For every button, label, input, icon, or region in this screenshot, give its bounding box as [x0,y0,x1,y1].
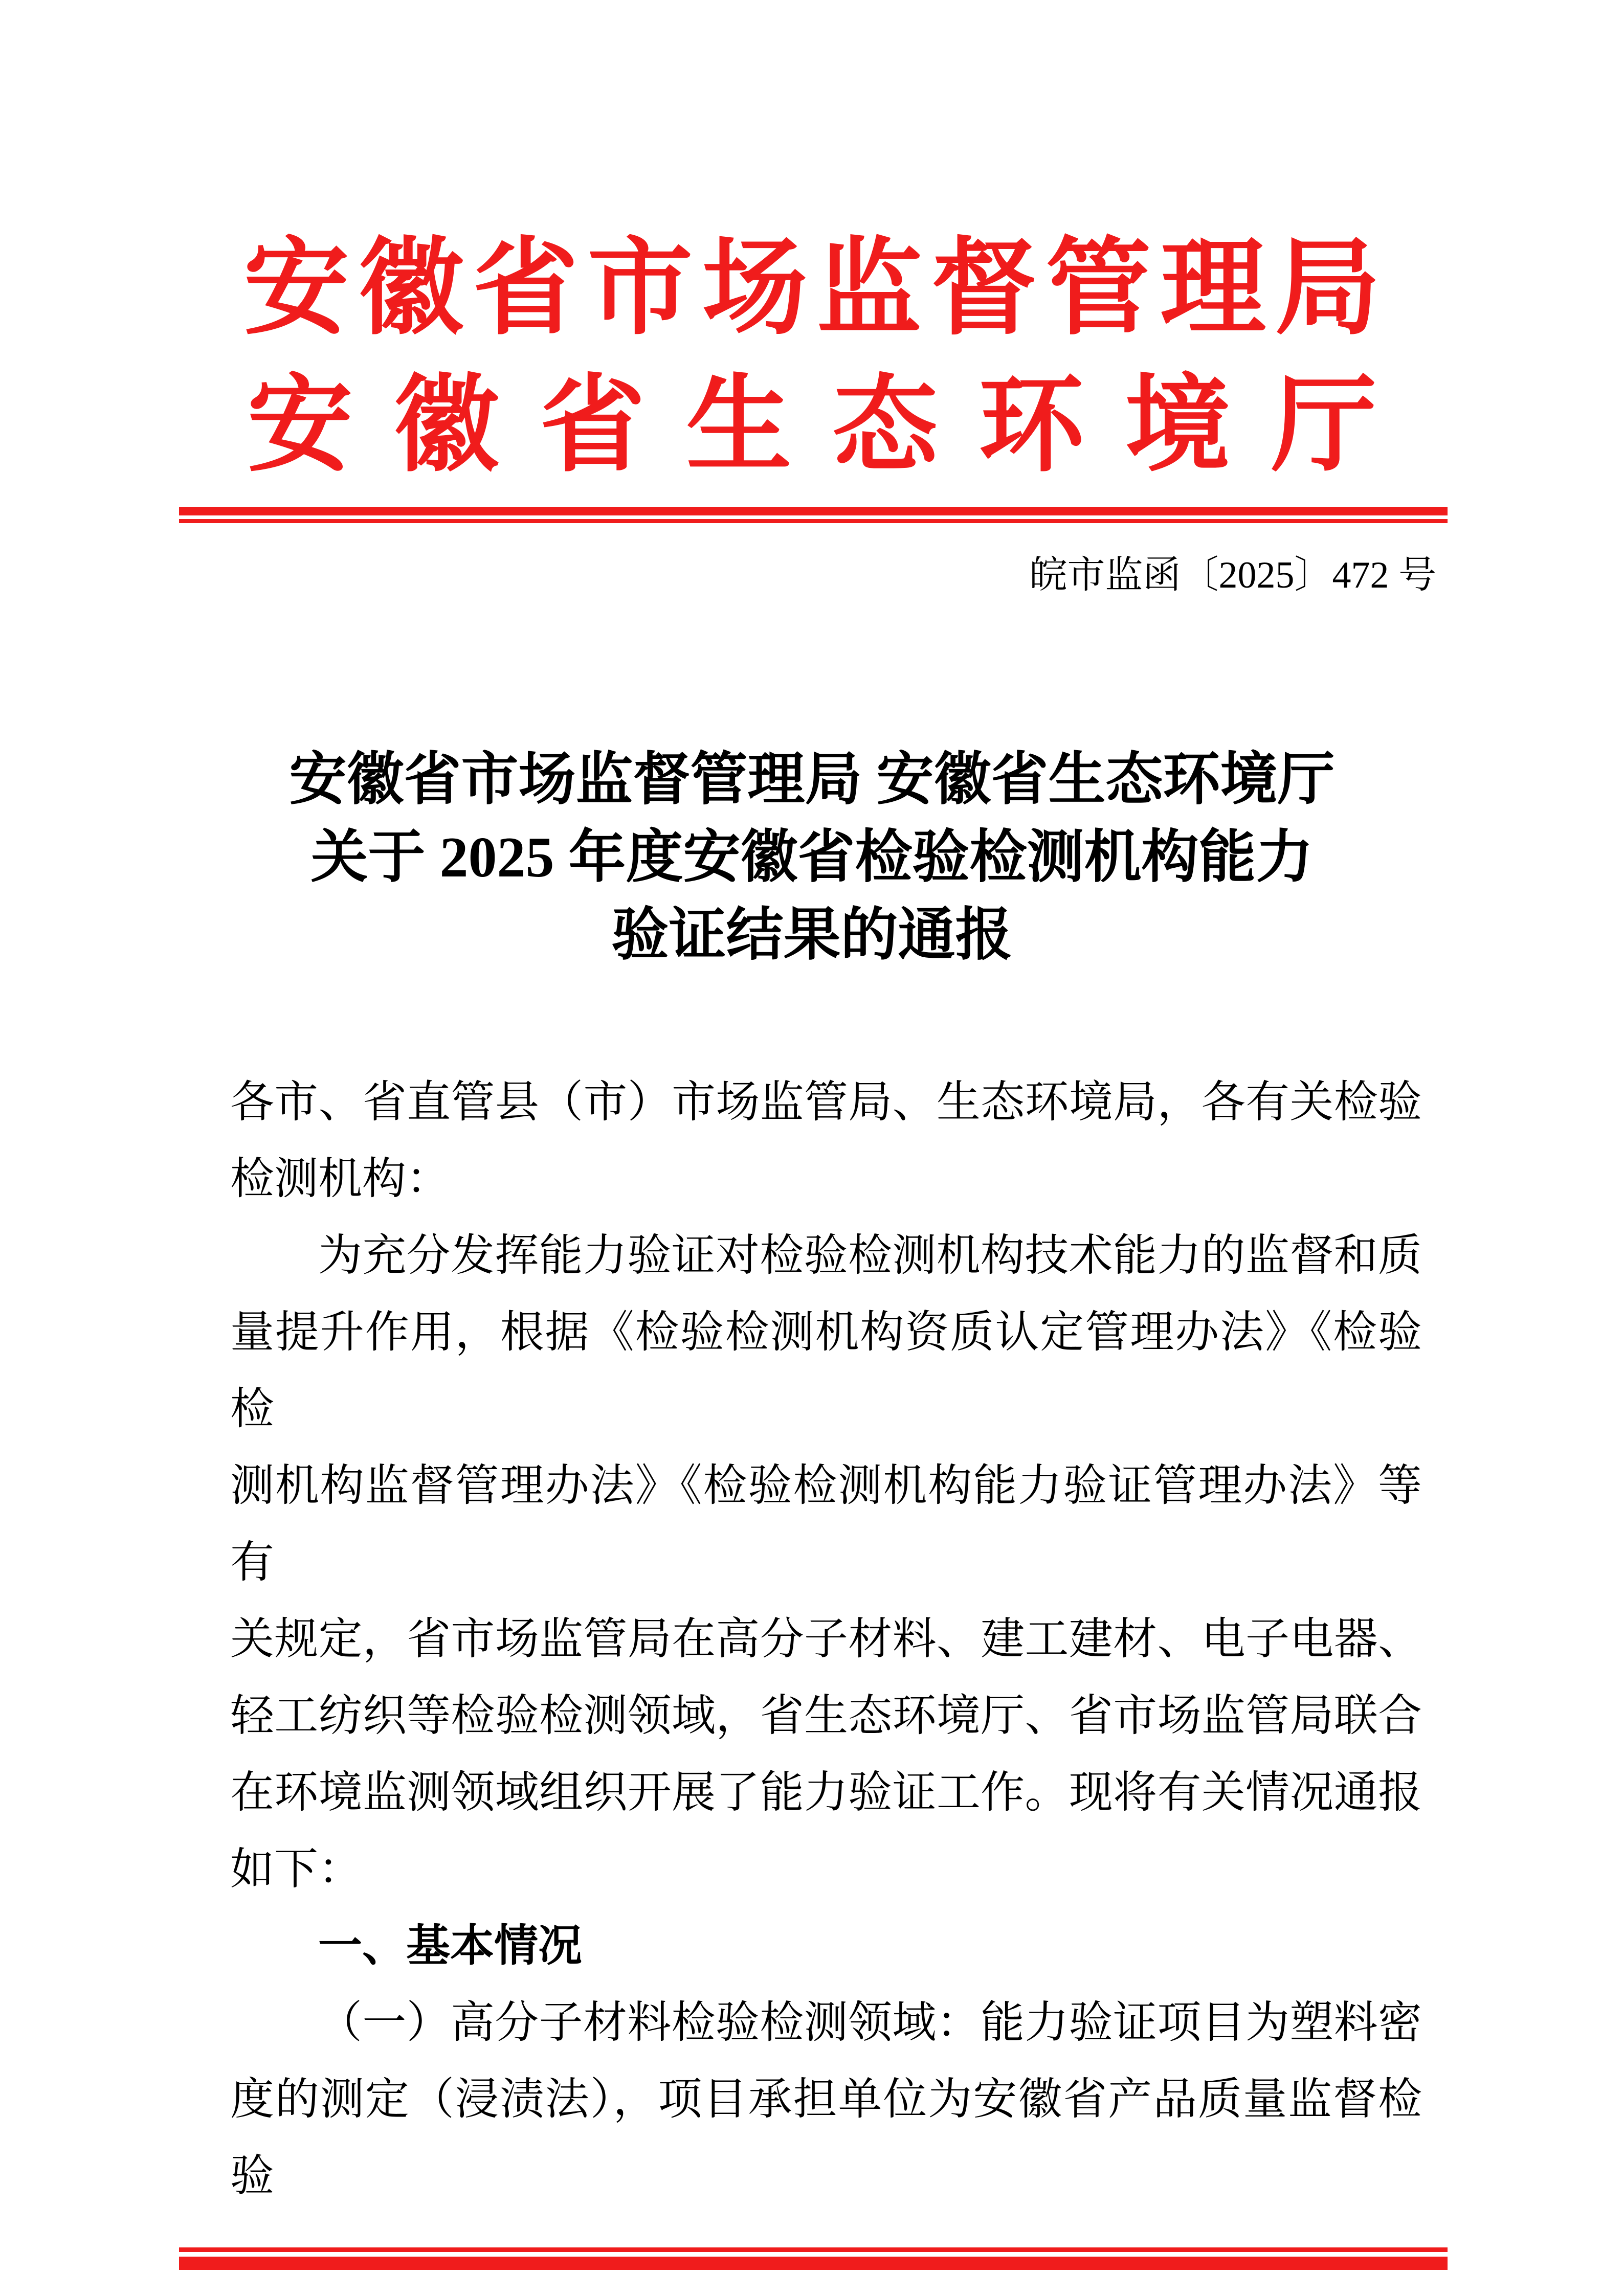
document-title [0,741,1624,974]
body-text [230,1064,1422,2214]
top-separator-thick-rule [179,507,1448,515]
body-line: 量提升作用，根据《检验检测机构资质认定管理办法》《检验检 [230,1308,1422,1433]
body-line: 在环境监测领域组织开展了能力验证工作。现将有关情况通报 [230,1768,1422,1817]
body-line: 轻工纺织等检验检测领域，省生态环境厅、省市场监管局联合 [230,1691,1422,1740]
top-separator-thin-rule [179,519,1448,523]
top-separator [179,507,1448,523]
letterhead-org-line2: 安徽省生态环境厅 [247,367,1418,484]
document-title-line1: 安徽省市场监督管理局 安徽省生态环境厅 [289,748,1335,812]
body-line: 度的测定（浸渍法），项目承担单位为安徽省产品质量监督检验 [230,2075,1422,2200]
letterhead [0,0,1624,493]
bottom-separator [179,2247,1448,2270]
body-line: （一）高分子材料检验检测领域：能力验证项目为塑料密 [318,1998,1422,2047]
document-title-line2: 关于 2025 年度安徽省检验检测机构能力 [310,826,1314,889]
document-number: 皖市监函〔2025〕472 号 [1029,554,1436,596]
section-heading: 一、基本情况 [318,1921,582,1970]
body-line: 为充分发挥能力验证对检验检测机构技术能力的监督和质 [318,1231,1422,1280]
document-title-line3: 验证结果的通报 [611,904,1013,967]
body-line: 关规定，省市场监管局在高分子材料、建工建材、电子电器、 [230,1614,1422,1663]
bottom-separator-thick-rule [179,2257,1448,2270]
body-line: 测机构监督管理办法》《检验检测机构能力验证管理办法》等有 [230,1461,1422,1587]
body-line: 如下： [230,1844,362,1894]
body-line: 检测机构： [230,1154,450,1203]
bottom-separator-thin-rule [179,2247,1448,2252]
letterhead-org-line1: 安徽省市场监督管理局 [243,230,1390,347]
body-line: 各市、省直管县（市）市场监管局、生态环境局，各有关检验 [230,1077,1422,1127]
